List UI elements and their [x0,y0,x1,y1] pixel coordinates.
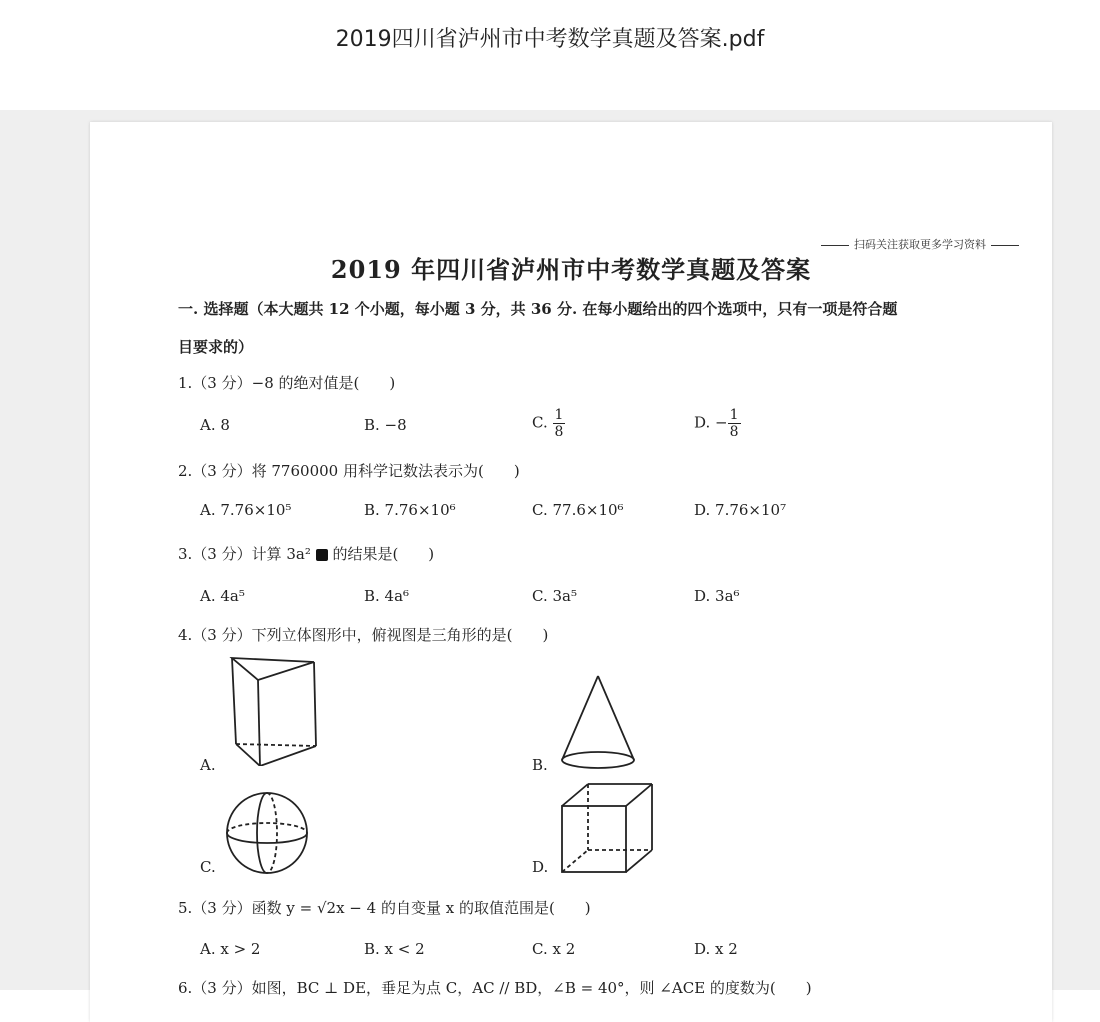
q2-option-a: A. 7.76×10⁵ [200,501,292,519]
q1-option-d [694,407,741,440]
q1-option-a: A. 8 [200,416,230,434]
q1-c-label: C. [532,413,548,432]
q1-option-c [532,407,565,440]
question-1: 1.（3 分）−8 的绝对值是( ) [178,374,396,392]
q1-option-b: B. −8 [364,416,407,434]
q4-label-a: A. [200,756,216,774]
q2-option-c: C. 77.6×10⁶ [532,501,624,519]
q1-c-fraction: $\frac{1}{8}$ [554,407,564,440]
q4-label-b: B. [532,756,548,774]
q3-option-c: C. 3a⁵ [532,587,577,605]
q4-label-d: D. [532,858,549,876]
cube-figure [560,782,654,876]
q5-option-c: C. x 2 [532,940,576,958]
pdf-viewer[interactable] [0,110,1100,997]
title-bar [0,0,1100,110]
question-3: 3.（3 分）计算 3a² 的结果是( ) [178,545,435,563]
q5-option-a: A. x > 2 [200,940,261,958]
question-6: 6.（3 分）如图，BC ⊥ DE，垂足为点 C，AC // BD，∠B = 40°，则 ∠ACE 的度数为( ) [178,979,812,997]
cone-figure [558,674,638,772]
document-title: 2019四川省泸州市中考数学真题及答案.pdf [335,27,765,52]
sphere-figure [224,790,310,876]
q4-label-c: C. [200,858,216,876]
question-2: 2.（3 分）将 7760000 用科学记数法表示为( ) [178,462,520,480]
q2-option-d: D. 7.76×10⁷ [694,501,787,519]
q2-option-b: B. 7.76×10⁶ [364,501,456,519]
q5-option-b: B. x < 2 [364,940,425,958]
question-4: 4.（3 分）下列立体图形中，俯视图是三角形的是( ) [178,626,549,644]
ink-blot [316,549,328,561]
pdf-page [90,122,1052,1022]
qr-note: 扫码关注获取更多学习资料 [816,236,1024,252]
q3-option-a: A. 4a⁵ [200,587,245,605]
q3-option-d: D. 3a⁶ [694,587,740,605]
section-heading-cont: 目要求的） [178,338,254,356]
q3-option-b: B. 4a⁶ [364,587,410,605]
question-5: 5.（3 分）函数 y = √2x − 4 的自变量 x 的取值范围是( ) [178,899,591,917]
q1-d-fraction: $\frac{1}{8}$ [729,407,739,440]
triangular-prism-figure [228,654,324,766]
paper-title: 2019 年四川省泸州市中考数学真题及答案 [330,255,812,284]
section-heading: 一. 选择题（本大题共 12 个小题，每小题 3 分，共 36 分. 在每小题给出的四个选项中，只有一项是符合题 [178,300,898,318]
q5-option-d: D. x 2 [694,940,738,958]
q1-d-label: D. − [694,413,728,432]
